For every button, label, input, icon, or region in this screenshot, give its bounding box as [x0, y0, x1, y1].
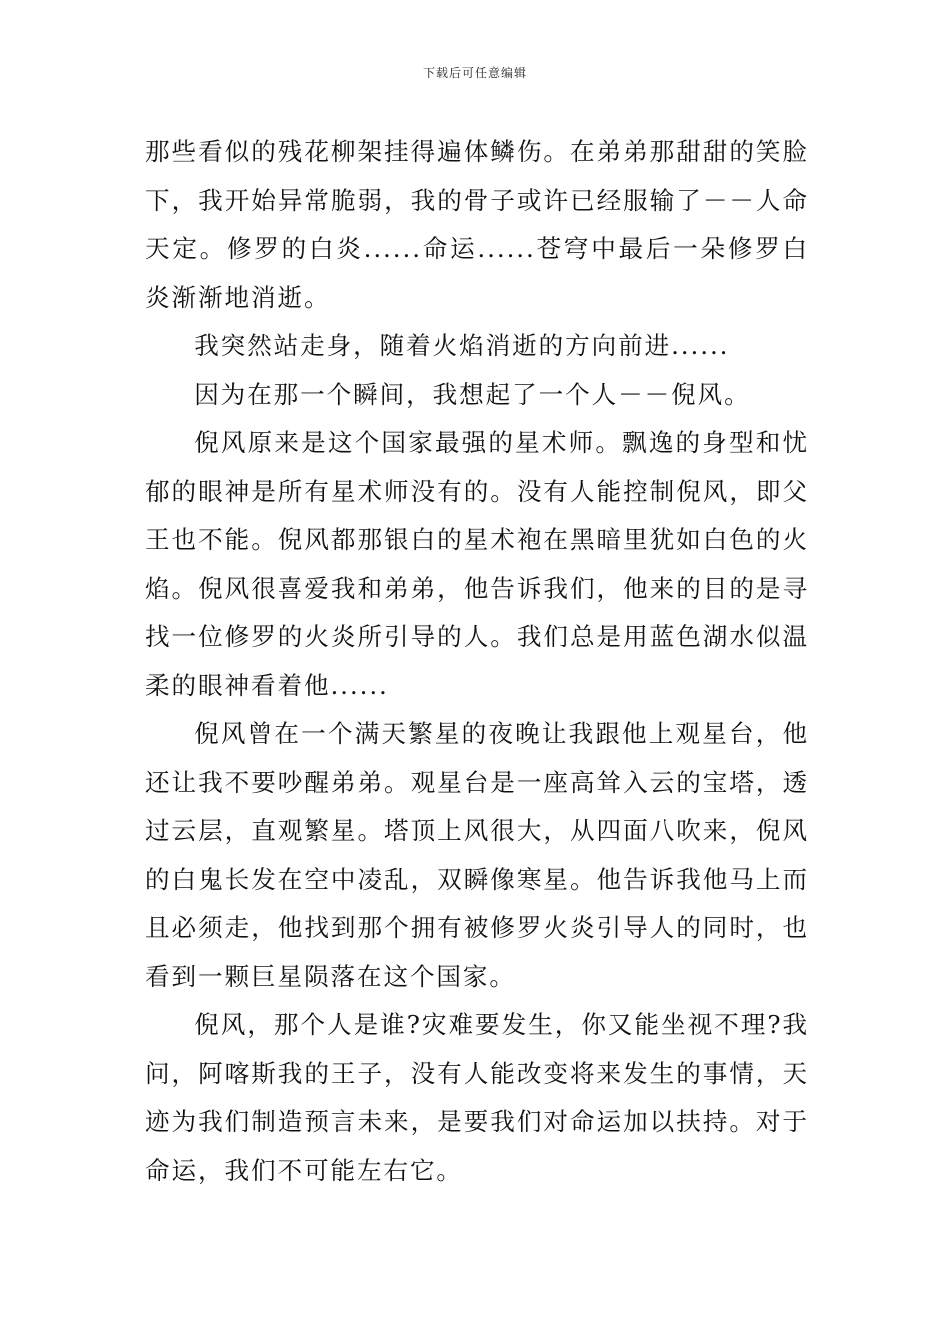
- page-header: 下载后可任意编辑: [422, 66, 527, 80]
- paragraph-3: 因为在那一个瞬间，我想起了一个人－－倪风。: [194, 379, 751, 409]
- document-body: [145, 128, 809, 1195]
- paragraph-5: 倪风曾在一个满天繁星的夜晚让我跟他上观星台，他还让我不要吵醒弟弟。观星台是一座高耸入云的宝塔，透过云层，直观繁星。塔顶上风很大，从四面八吹来，倪风的白鬼长发在空中凌乱，双瞬像寒星。他告诉我他马上而且必须走，他找到那个拥有被修罗火炎引导人的同时，也看到一颗巨星陨落在这个国家。: [145, 719, 809, 991]
- paragraph-6: 倪风，那个人是谁?灾难要发生，你又能坐视不理?我问，阿喀斯我的王子，没有人能改变将来发生的事情，天迹为我们制造预言未来，是要我们对命运加以扶持。对于命运，我们不可能左右它。: [145, 1010, 809, 1185]
- paragraph-4: 倪风原来是这个国家最强的星术师。飘逸的身型和忧郁的眼神是所有星术师没有的。没有人能控制倪风，即父王也不能。倪风都那银白的星术袍在黑暗里犹如白色的火焰。倪风很喜爱我和弟弟，他告诉我们，他来的目的是寻找一位修罗的火炎所引导的人。我们总是用蓝色湖水似温柔的眼神看着他......: [145, 428, 809, 700]
- paragraph-1: 那些看似的残花柳架挂得遍体鳞伤。在弟弟那甜甜的笑脸下，我开始异常脆弱，我的骨子或许已经服输了－－人命天定。修罗的白炎......命运......苍穹中最后一朵修罗白炎渐渐地消逝。: [145, 137, 809, 312]
- paragraph-2: 我突然站走身，随着火焰消逝的方向前进......: [194, 331, 730, 360]
